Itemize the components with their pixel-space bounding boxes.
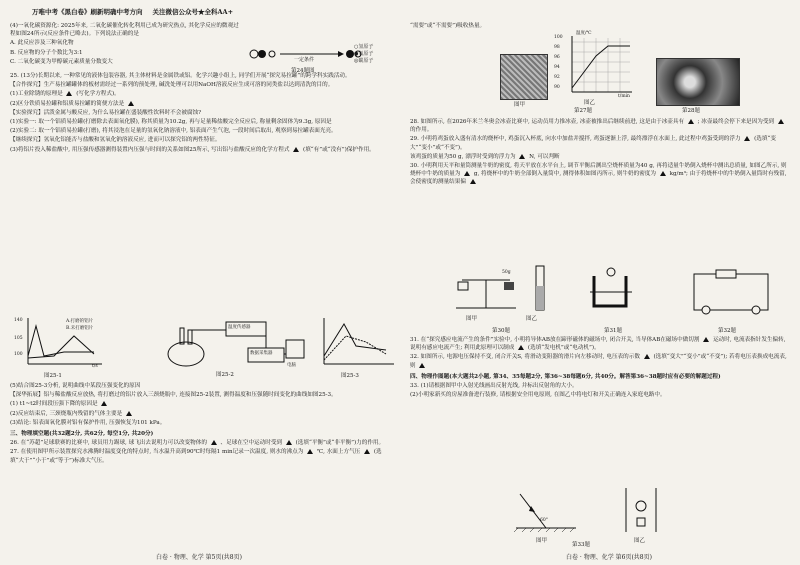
page-header bbox=[6, 4, 794, 18]
q25-exp1: 【实验探究】活泼金属与酸反应, 为什么易拉罐在盛装酸性饮料时不会被腐蚀? bbox=[10, 109, 202, 116]
q31 bbox=[410, 336, 788, 352]
answer-blank-icon bbox=[703, 337, 709, 342]
q25-exp8: 【深华拓展】铝与稀盐酸反应放热, 将打磨过的铝片放入三颈烧瓶中, 连接图25-2装置, 测得温度和压强随时间变化的曲线如图25-3。 bbox=[10, 392, 337, 399]
section-3-heading: 三、物理填空题(共32题2分, 共62分, 每空1分, 共20分) bbox=[10, 431, 154, 438]
q32-text: 32. 如图所示, 电源电压保持不变, 闭合开关S, 将滑动变阻器的滑片向左移动时, 电压表的示数 bbox=[410, 354, 640, 361]
left-column-lower bbox=[10, 382, 388, 466]
fig25-legend-b: B.未打磨铝片 bbox=[66, 326, 94, 331]
figure-27-sub1: 图甲 bbox=[514, 102, 526, 108]
figure-33-sub1: 图甲 bbox=[536, 538, 548, 544]
answer-blank-icon bbox=[307, 449, 313, 454]
q32 bbox=[410, 353, 788, 369]
figure-32-caption: 第32题 bbox=[718, 328, 736, 334]
figure-28-photo bbox=[656, 58, 740, 106]
q28-text-c: 的作用。 bbox=[410, 127, 433, 134]
figure-24-condition: 一定条件 bbox=[294, 57, 315, 63]
fig27-y-2: 96 bbox=[554, 55, 560, 60]
fig25-sensor: 温度传感器 bbox=[228, 325, 251, 330]
fig30-mass: 50g bbox=[502, 270, 511, 275]
figure-28-caption: 第28题 bbox=[682, 108, 700, 114]
q31-text-c: (选填“发电机”或“电动机”)。 bbox=[527, 345, 600, 352]
q29-text-c: 该鸡蛋的质量为50 g, 漂浮时受到的浮力为 bbox=[410, 153, 516, 160]
answer-blank-icon bbox=[364, 449, 370, 454]
q24-option-c: C. 二氧化碳变为甲醇碳元素质量分数变大 bbox=[10, 58, 113, 65]
figure-25-2 bbox=[156, 320, 306, 378]
fig25-pc: 电脑 bbox=[287, 363, 296, 368]
q25-exp2: (1)实验一: 取一个铝质易拉罐(打磨除去表面氧化膜), 称其质量为10.2g, 再与足量稀盐酸完全反应后, 称量剩余固体为9.3g, 原因是 bbox=[10, 119, 332, 126]
q30 bbox=[410, 162, 788, 187]
fig25-xlabel: t/s bbox=[92, 364, 98, 369]
answer-blank-icon bbox=[293, 147, 299, 152]
q25-exp10 bbox=[10, 410, 388, 418]
fig25-y3: 100 bbox=[14, 352, 23, 357]
figure-27-photo bbox=[500, 54, 548, 100]
q29 bbox=[410, 135, 788, 151]
figure-32-circuit bbox=[686, 266, 776, 316]
q27-text-b: ℃, 水面上方气压 bbox=[316, 449, 361, 456]
fig25-legend-a: A.打磨的铝片 bbox=[66, 319, 94, 324]
fig27-y-3: 94 bbox=[554, 65, 560, 70]
fig25-y1: 140 bbox=[14, 318, 23, 323]
q25-exp5-text: (3)将铝片投入稀盐酸中, 用压强传感器测得装置内压强与时间的关系如图25所示, 写出铝与盐酸反应的化学方程式 bbox=[10, 146, 290, 153]
q26-text-c: (选填“平衡”或“非平衡”)力的作用。 bbox=[295, 440, 385, 447]
figure-33-diagrams bbox=[506, 484, 676, 536]
q24-option-a: A. 此反应涉及三种氧化物 bbox=[10, 40, 74, 47]
answer-blank-icon bbox=[101, 401, 107, 406]
q27-text: 27. 在使用图甲所示装置探究水沸腾时温度变化的特点时, 当水温升高到90℃时每隔1 min记录一次温度, 则水的沸点为 bbox=[10, 449, 304, 456]
figure-25-1 bbox=[14, 316, 104, 378]
figure-27-sub2: 图乙 bbox=[584, 100, 596, 106]
q25-exp6-text: (填“有”或“没有”)保护作用。 bbox=[303, 146, 375, 153]
fig27-y-5: 90 bbox=[554, 85, 560, 90]
q25-exp9-text: (1) t1~t2时间段压强下降的原因是 bbox=[10, 401, 98, 408]
answer-blank-icon bbox=[778, 119, 784, 124]
q29-text: 29. 小明将鸡蛋放入盛有清水的烧杯中, 鸡蛋沉入杯底, 向水中加盐并搅拌, 鸡蛋逐渐上浮, 最终漂浮在水面上, 此过程中鸡蛋受到的浮力 bbox=[410, 136, 741, 143]
figure-33-sub2: 图乙 bbox=[634, 538, 646, 544]
q28-text-b: ; 冰壶最终会停下来是因为受到 bbox=[697, 119, 775, 125]
q31-text: 31. 在“探究感应电流产生的条件”实验中, 小明将导体AB放在蹄形磁体的磁场中, 闭合开关, 当导体AB在磁场中做切割 bbox=[410, 337, 700, 343]
answer-blank-icon bbox=[518, 345, 524, 350]
section-4-heading: 四、物理作图题(本大题共2小题, 第34、35每题2分, 第36~38每题6分, 共40分。解答第36~38题时应有必要的解题过程) bbox=[410, 373, 721, 380]
header-prefix: 万唯中考《黑白卷》刷新明确中考方向 bbox=[32, 7, 143, 16]
q29-text-d: N, 可以判断 bbox=[529, 153, 560, 160]
fig27-y-4: 92 bbox=[554, 75, 560, 80]
legend-carbon: ◎碳原子 bbox=[354, 58, 374, 64]
q27 bbox=[10, 448, 388, 464]
figure-33-caption: 第33题 bbox=[572, 542, 590, 548]
fig27-y-0: 100 bbox=[554, 35, 563, 40]
q25-part1-text: (1)工业除锈的原理是 bbox=[10, 91, 63, 98]
q33-part1: 33. (1)请根据图甲中入射光线画出反射光线, 并标出反射角的大小。 bbox=[410, 383, 578, 390]
q25-part2-text: (2)区分铁质易拉罐和铝质易拉罐的简便方法是 bbox=[10, 100, 125, 107]
q29-text-b: (选填“变大”“变小”或“不变”)。 bbox=[410, 136, 776, 151]
figure-32 bbox=[686, 266, 776, 322]
figure-27-chart bbox=[554, 32, 634, 100]
figure-30-sub1: 图甲 bbox=[466, 316, 478, 322]
figure-30-caption: 第30题 bbox=[492, 328, 510, 334]
exam-page bbox=[6, 4, 794, 560]
answer-blank-icon bbox=[126, 411, 132, 416]
q25-exp7: (5)结合图25-3分析, 说明曲线中某段压强变化的原因 bbox=[10, 383, 141, 389]
footer-right: 白卷 · 物理、化学 第6页(共8页) bbox=[566, 554, 652, 561]
figure-25-3-caption: 图25-3 bbox=[341, 373, 359, 379]
right-column-lower bbox=[410, 336, 788, 400]
figure-31-caption: 第31题 bbox=[604, 328, 622, 334]
q25-exp10-text: (2)反应结束后, 三颈烧瓶内残留的气体主要是 bbox=[10, 410, 123, 417]
q29-line2 bbox=[410, 153, 788, 161]
q27-continued: “需要”或“不需要”)吸收热量。 bbox=[410, 23, 486, 29]
figure-30-balance bbox=[446, 262, 556, 316]
right-column bbox=[410, 22, 788, 31]
answer-blank-icon bbox=[660, 171, 666, 176]
q32-text-b: (选填“变大”“变小”或“不变”); 若将电压表换成电流表, 则 bbox=[410, 354, 787, 369]
figure-25-3 bbox=[316, 316, 396, 378]
figure-25-3-chart bbox=[316, 316, 396, 371]
figure-33 bbox=[506, 484, 676, 544]
q25-exp3: (2)实验二: 取一个铝质易拉罐(打磨), 将其浸泡在足量的氢氧化钠溶液中, 铝表面产生气泡, 一段时间后取出, 观察到易拉罐表面光亮。 bbox=[10, 128, 337, 135]
q24-option-b: B. 反应物的分子个数比为3:1 bbox=[10, 49, 83, 56]
q25-intro: 25. (13分)长期以来, 一种常见的液体包装容器, 其主体材料是金属铁或铝。化学兴趣小组上, 同学们开展“探究易拉罐”的跨学科实践活动。 bbox=[10, 73, 351, 80]
figure-27-graph bbox=[554, 32, 634, 106]
q25-part1-suffix: (写化学方程式)。 bbox=[76, 91, 120, 98]
answer-blank-icon bbox=[688, 119, 694, 124]
figure-31 bbox=[586, 266, 636, 322]
fig33-angle: 60° bbox=[540, 518, 548, 523]
figure-24-caption: 第24题图 bbox=[291, 68, 315, 74]
figure-25-2-caption: 图25-2 bbox=[216, 372, 234, 378]
q26-text: 26. 在“苏超”足球联赛的比赛中, 球员用力踢球, 球飞出去说明力可以改变物体的 bbox=[10, 440, 207, 447]
q28-text: 28. 如图所示, 在2026年米兰冬奥会冰壶比赛中, 运动员用力推冰壶, 冰壶被推出后继续前进, 这是由于冰壶具有 bbox=[410, 119, 685, 125]
fig27-y-1: 98 bbox=[554, 45, 560, 50]
figure-30 bbox=[446, 262, 556, 326]
answer-blank-icon bbox=[744, 136, 750, 141]
q26-text-b: 、足球在空中运动时受到 bbox=[220, 440, 283, 447]
figure-25-1-caption: 图25-1 bbox=[44, 373, 62, 379]
header-banner: 关注微信公众号★全科AA+ bbox=[152, 7, 234, 16]
figure-30-sub2: 图乙 bbox=[526, 316, 538, 322]
answer-blank-icon bbox=[66, 91, 72, 96]
q25-exp9 bbox=[10, 400, 388, 408]
q27-text-c: (选填“大于”“小于”或“等于”)标准大气压。 bbox=[10, 449, 382, 464]
answer-blank-icon bbox=[128, 101, 134, 106]
q31-text-b: 运动时, 电流表指针发生偏转, 说明有感应电流产生; 利用此原理可以制成 bbox=[410, 337, 786, 352]
legend-oxygen: ●氧原子 bbox=[354, 51, 374, 57]
fig25-y2: 105 bbox=[14, 336, 23, 341]
fig27-xlabel: t/min bbox=[618, 94, 630, 99]
answer-blank-icon bbox=[286, 440, 292, 445]
q25-part2 bbox=[10, 100, 388, 108]
answer-blank-icon bbox=[211, 440, 217, 445]
answer-blank-icon bbox=[644, 354, 650, 359]
q24-stem: (4)一氧化碳资源化: 2025年来, 二氧化碳催化转化利用已成为研究热点, 其化学反应的微观过程如图24所示(反应条件已略去)。下列说法正确的是 bbox=[10, 23, 239, 38]
q25-exp11: (3)结论: 铝表面氧化膜对铝有保护作用, 压强恢复为101 kPa。 bbox=[10, 419, 166, 426]
figure-31-magnet bbox=[586, 266, 636, 316]
q33-part2: (2)小明家新买的房屋准备进行装修, 请根据安全用电原则, 在图乙中将电灯和开关正确连入家庭电路中。 bbox=[410, 392, 666, 399]
q25-exp5 bbox=[10, 146, 388, 154]
q25-exp4: 【继续探究】氢氧化铝能否与盐酸和氢氧化钠溶液反应, 进而可以探究铝的两性特征。 bbox=[10, 137, 221, 144]
answer-blank-icon bbox=[464, 171, 470, 176]
answer-blank-icon bbox=[519, 154, 525, 159]
fig27-ylabel: 温度/℃ bbox=[576, 31, 592, 36]
q26 bbox=[10, 439, 388, 447]
legend-hydrogen: ○氢原子 bbox=[354, 44, 374, 50]
fig25-daq: 数据采集器 bbox=[250, 351, 273, 356]
left-column bbox=[10, 22, 388, 155]
answer-blank-icon bbox=[470, 179, 476, 184]
q30-text-b: g, 将烧杯中的牛奶全部倒入量筒中, 测得体积如图丙所示, 则牛奶的密度为 bbox=[473, 171, 656, 178]
right-column-middle bbox=[410, 118, 788, 188]
answer-blank-icon bbox=[419, 363, 425, 368]
q25-cooperation: 【合作探究】生产易拉罐罐体的板材需经过一系列的预处理, 碱洗处理可以用NaOH溶液反应生成可溶的同类盐以达到清洗的目的。 bbox=[10, 82, 334, 89]
q28 bbox=[410, 118, 788, 134]
footer-left: 白卷 · 物理、化学 第5页(共8页) bbox=[156, 554, 242, 561]
q30-text: 30. 小明利用天平和量筒测量牛奶的密度, 将天平放在水平台上, 调节平衡后测出空烧杯质量为40 g, 再将适量牛奶倒入烧杯中测出总质量, 如图乙所示, 则烧杯中牛奶的质量为 bbox=[410, 163, 787, 178]
q30-text-c: kg/m³; 由于将烧杯中的牛奶倒入量筒时有残留, 会使密度的测量结果偏 bbox=[410, 171, 787, 186]
figure-24-legend bbox=[354, 44, 394, 65]
q25-part1 bbox=[10, 90, 388, 98]
figure-27-caption: 第27题 bbox=[574, 108, 592, 114]
